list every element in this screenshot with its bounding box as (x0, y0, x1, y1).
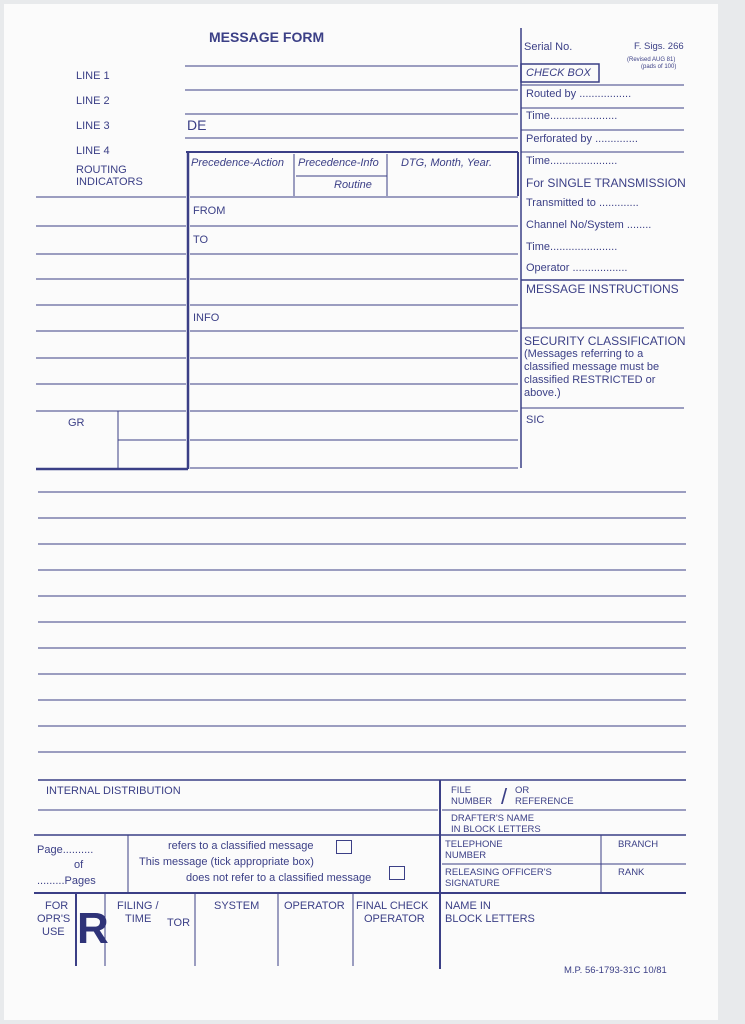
tor-label: TOR (167, 917, 191, 929)
time-field-1: Time...................... (526, 110, 618, 122)
channel-field: Channel No/System ........ (526, 219, 652, 231)
routing-indicators-label-1: ROUTING (76, 164, 127, 176)
refers-classified-label: refers to a classified message (168, 840, 314, 852)
precedence-action-label: Precedence-Action (191, 157, 284, 169)
info-label: INFO (193, 312, 220, 324)
gr-label: GR (68, 417, 85, 429)
message-instructions-heading: MESSAGE INSTRUCTIONS (526, 282, 679, 296)
final-check-label-2: OPERATOR (364, 913, 425, 925)
line-1-label: LINE 1 (76, 70, 110, 82)
security-note-line-2: classified message must be (524, 361, 660, 373)
sic-label: SIC (526, 414, 545, 426)
filing-time-label-2: TIME (125, 913, 152, 925)
operator-field: Operator .................. (526, 262, 628, 274)
time-field-3: Time...................... (526, 241, 618, 253)
message-form-sheet (4, 4, 718, 1020)
page-of-label: of (74, 859, 84, 871)
precedence-info-value[interactable]: Routine (334, 179, 372, 191)
final-check-label-1: FINAL CHECK (356, 900, 429, 912)
perforated-by-field: Perforated by .............. (526, 133, 638, 145)
releasing-officer-label-1: RELEASING OFFICER'S (445, 867, 552, 878)
branch-label: BRANCH (618, 839, 659, 850)
line-2-label: LINE 2 (76, 95, 110, 107)
filing-time-label-1: FILING / (117, 900, 159, 912)
reference-label-1: OR (515, 785, 530, 796)
not-refer-classified-label: does not refer to a classified message (186, 872, 372, 884)
telephone-number-label-2: NUMBER (445, 850, 487, 861)
security-classification-heading: SECURITY CLASSIFICATION (524, 334, 686, 348)
tick-instruction-label: This message (tick appropriate box) (139, 856, 314, 868)
footer-print-code: M.P. 56-1793-31C 10/81 (564, 965, 667, 976)
line-4-label: LINE 4 (76, 145, 110, 157)
form-title: MESSAGE FORM (209, 29, 325, 45)
precedence-info-label: Precedence-Info (298, 157, 379, 169)
revised-note: (Revised AUG 81) (627, 57, 676, 63)
file-or-slash: / (501, 784, 508, 809)
drafter-name-label-1: DRAFTER'S NAME (451, 813, 535, 824)
refers-classified-checkbox[interactable] (336, 840, 352, 854)
not-refer-classified-checkbox[interactable] (389, 866, 405, 880)
form-reference: F. Sigs. 266 (634, 41, 684, 52)
r-mark: R (77, 904, 109, 953)
name-block-letters-label-2: BLOCK LETTERS (445, 913, 535, 925)
name-block-letters-label-1: NAME IN (445, 900, 491, 912)
transmitted-to-field: Transmitted to ............. (526, 197, 639, 209)
operator-column-label: OPERATOR (284, 900, 345, 912)
for-oprs-use-label-3: USE (42, 926, 65, 938)
page-number-field: Page.......... (37, 844, 94, 856)
line-3-value[interactable]: DE (187, 117, 207, 133)
to-label: TO (193, 234, 209, 246)
serial-no-label: Serial No. (524, 41, 573, 53)
rank-label: RANK (618, 867, 645, 878)
drafter-name-label-2: IN BLOCK LETTERS (451, 824, 541, 835)
time-field-2: Time...................... (526, 155, 618, 167)
for-oprs-use-label-1: FOR (45, 900, 69, 912)
check-box-label: CHECK BOX (526, 67, 591, 79)
security-note-line-3: classified RESTRICTED or (524, 374, 656, 386)
routing-indicators-label-2: INDICATORS (76, 176, 143, 188)
line-3-label: LINE 3 (76, 120, 110, 132)
pages-total-field: .........Pages (37, 875, 96, 887)
file-number-label-2: NUMBER (451, 796, 493, 807)
security-note-line-1: (Messages referring to a (524, 348, 644, 360)
security-note-line-4: above.) (524, 387, 561, 399)
routed-by-field: Routed by ................. (526, 88, 632, 100)
internal-distribution-label: INTERNAL DISTRIBUTION (46, 785, 181, 797)
telephone-number-label-1: TELEPHONE (445, 839, 503, 850)
reference-label-2: REFERENCE (515, 796, 574, 807)
for-oprs-use-label-2: OPR'S (37, 913, 71, 925)
from-label: FROM (193, 205, 226, 217)
system-label: SYSTEM (214, 900, 260, 912)
pads-note: (pads of 100) (641, 64, 677, 70)
file-number-label-1: FILE (451, 785, 472, 796)
dtg-label: DTG, Month, Year. (401, 157, 493, 169)
single-transmission-heading: For SINGLE TRANSMISSION (526, 176, 686, 190)
releasing-officer-label-2: SIGNATURE (445, 878, 500, 889)
